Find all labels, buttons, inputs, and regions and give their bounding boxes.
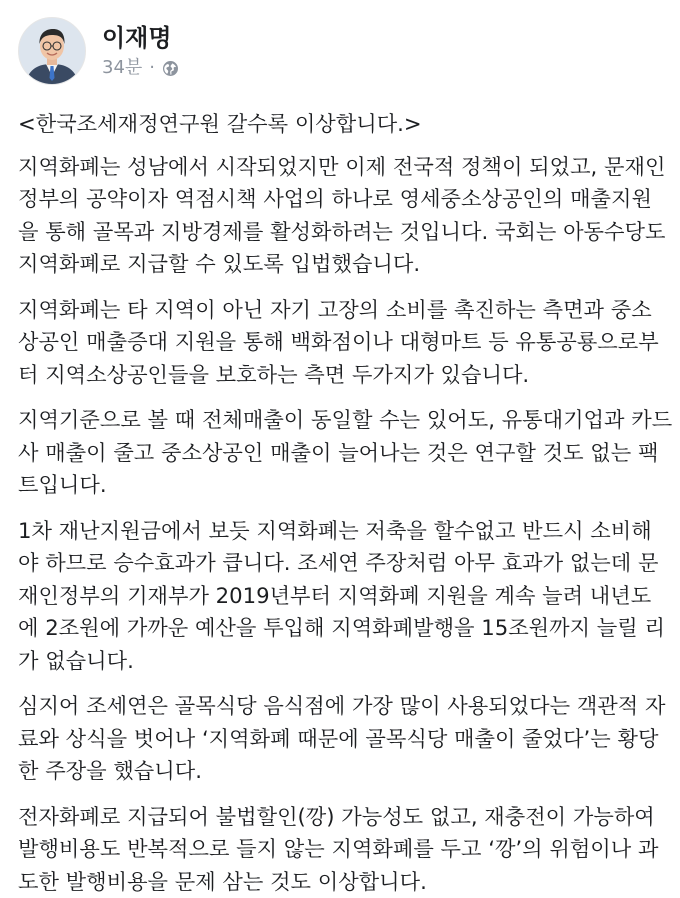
globe-icon[interactable] <box>162 60 179 77</box>
text-line: 정부의 공약이자 역점시책 사업의 하나로 영세중소상공인의 매출지원 <box>18 183 662 216</box>
text-line: 재인정부의 기재부가 2019년부터 지역화폐 지원을 계속 늘려 내년도 <box>18 580 662 613</box>
post-paragraph <box>18 294 662 392</box>
author-avatar[interactable] <box>18 17 86 85</box>
post-subline <box>102 57 179 79</box>
post-paragraph <box>18 151 662 281</box>
post-paragraph <box>18 108 662 141</box>
meta-separator: · <box>149 57 155 79</box>
text-line: 을 통해 골목과 지방경제를 활성화하려는 것입니다. 국회는 아동수당도 <box>18 216 662 249</box>
text-line: 1차 재난지원금에서 보듯 지역화폐는 저축을 할수없고 반드시 소비해 <box>18 515 662 548</box>
text-line: 지역기준으로 볼 때 전체매출이 동일할 수는 있어도, 유통대기업과 카드 <box>18 404 662 437</box>
post-paragraph <box>18 404 662 502</box>
post-header <box>18 0 662 94</box>
text-line: 에 2조원에 가까운 예산을 투입해 지역화폐발행을 15조원까지 늘릴 리 <box>18 612 662 645</box>
post-timestamp[interactable]: 34분 <box>102 57 142 79</box>
text-line: 상공인 매출증대 지원을 통해 백화점이나 대형마트 등 유통공룡으로부 <box>18 326 662 359</box>
text-line: 트입니다. <box>18 469 662 502</box>
post-meta <box>102 23 179 79</box>
text-line: 심지어 조세연은 골목식당 음식점에 가장 많이 사용되었다는 객관적 자 <box>18 690 662 723</box>
post-paragraph <box>18 515 662 678</box>
text-line: 도한 발행비용을 문제 삼는 것도 이상합니다. <box>18 866 662 898</box>
text-line: <한국조세재정연구원 갈수록 이상합니다.> <box>18 108 662 141</box>
text-line: 전자화폐로 지급되어 불법할인(깡) 가능성도 없고, 재충전이 가능하여 <box>18 801 662 834</box>
text-line: 한 주장을 했습니다. <box>18 755 662 788</box>
text-line: 야 하므로 승수효과가 큽니다. 조세연 주장처럼 아무 효과가 없는데 문 <box>18 547 662 580</box>
text-line: 지역화폐는 성남에서 시작되었지만 이제 전국적 정책이 되었고, 문재인 <box>18 151 662 184</box>
text-line: 가 없습니다. <box>18 645 662 678</box>
avatar-image <box>19 18 85 84</box>
text-line: 발행비용도 반복적으로 들지 않는 지역화폐를 두고 ‘깡’의 위험이나 과 <box>18 833 662 866</box>
text-line: 사 매출이 줄고 중소상공인 매출이 늘어나는 것은 연구할 것도 없는 팩 <box>18 437 662 470</box>
text-line: 지역화폐로 지급할 수 있도록 입법했습니다. <box>18 248 662 281</box>
text-line: 료와 상식을 벗어나 ‘지역화폐 때문에 골목식당 매출이 줄었다’는 황당 <box>18 723 662 756</box>
text-line: 터 지역소상공인들을 보호하는 측면 두가지가 있습니다. <box>18 359 662 392</box>
post-body <box>18 108 662 898</box>
text-line: 지역화폐는 타 지역이 아닌 자기 고장의 소비를 촉진하는 측면과 중소 <box>18 294 662 327</box>
post-paragraph <box>18 690 662 788</box>
post-paragraph <box>18 801 662 898</box>
author-name[interactable]: 이재명 <box>102 23 179 53</box>
